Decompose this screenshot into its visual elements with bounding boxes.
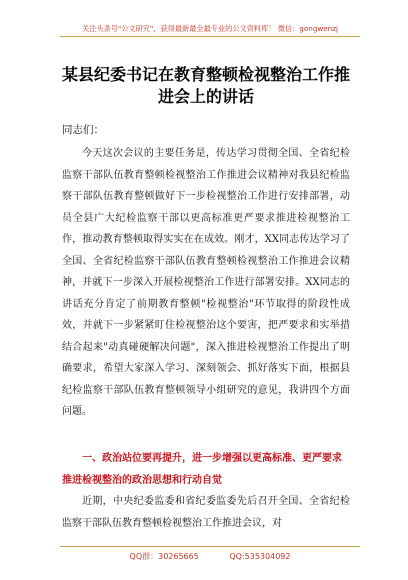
footer-qq: QQ:535304092 [229,552,291,561]
document-title: 某县纪委书记在教育整顿检视整治工作推进会上的讲话 [62,65,351,106]
body-paragraph-2: 近期，中央纪委监委和省纪委监委先后召开全国、全省纪检监察干部队伍教育整顿检视整治工作推进会议，对 [62,496,350,529]
footer [60,546,360,564]
header-banner: 关注头条号"公文研究"，获得最新最全最专业的公文资料库！ 微信：gongwenzj [60,22,360,37]
body-paragraph-1: 今天这次会议的主要任务是，传达学习贯彻全国、全省纪检监察干部队伍教育整顿检视整治工作推进会议精神对我县纪检监察干部队伍教育整顿做好下一步检视整治工作进行安排部署，动员全县广大纪检监察干部以更高标准更严要求推进检视整治工作，推动教育整顿取得实实在在成效。刚才，XX同志传达学习了全国、全省纪检监察干部队伍教育整顿检视整治工作推进会议精神，并就下一步深入开展检视整治工作进行部署安排。XX同志的讲话充分肯定了前期教育整顿"检视整治"环节取得的阶段性成效，并就下一步紧紧盯住检视整治这个要害，把严要求和实举措结合起来"动真碰硬解决问题"，深入推进检视整治工作提出了明确要求，希望大家深入学习、深刻领会、抓好落实下面，根据县纪检监察干部队伍教育整顿领导小组研究的意见，我讲四个方面问题。 [62,148,350,417]
footer-qq-group: QQ群：30265665 [129,552,199,561]
section-heading: 一、政治站位要再提升，进一步增强以更高标准、更严要求推进检视整治的政治思想和行动自觉 [62,453,342,486]
salutation: 同志们： [62,124,104,136]
